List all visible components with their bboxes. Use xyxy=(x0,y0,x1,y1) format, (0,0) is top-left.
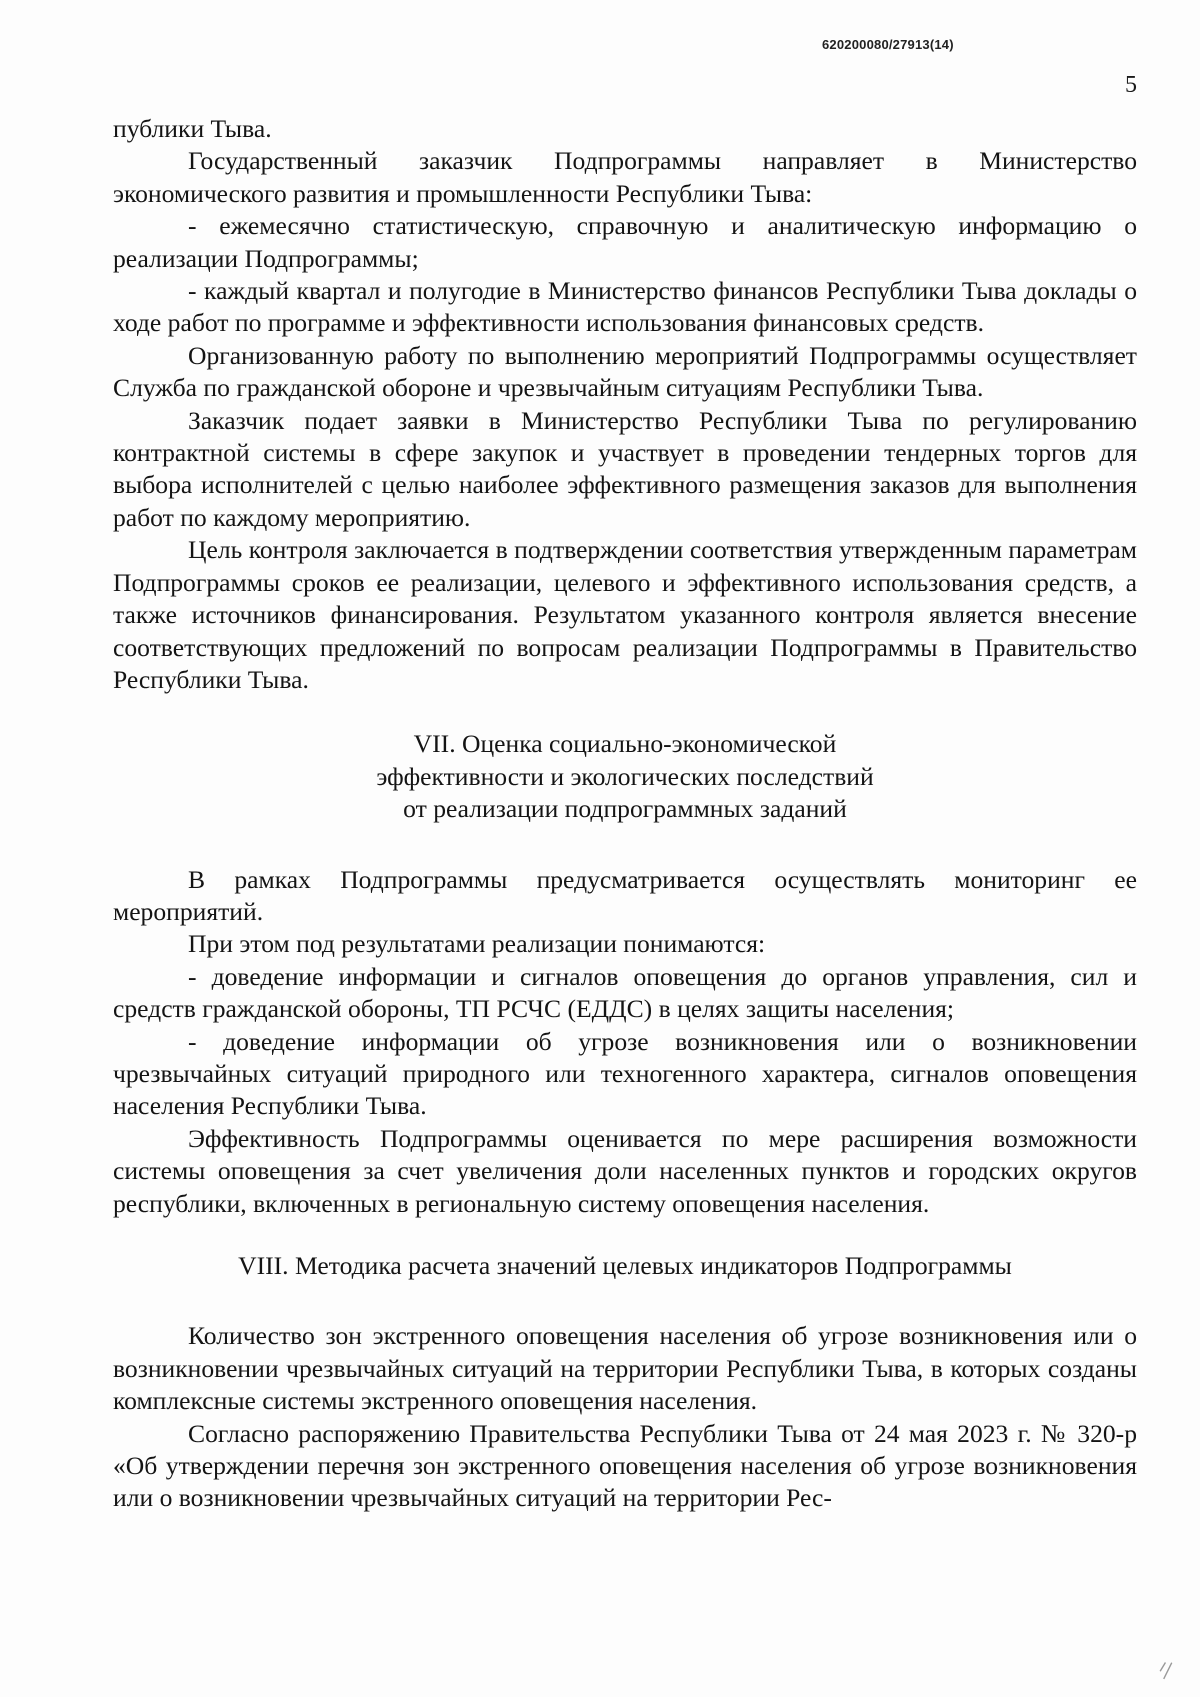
page-number: 5 xyxy=(1125,72,1137,98)
section-heading-line: эффективности и экологических последствий xyxy=(376,761,874,791)
paragraph: При этом под результатами реализации понимаются: xyxy=(188,929,766,959)
section-heading-line: VII. Оценка социально-экономической xyxy=(413,729,837,759)
list-item: - доведение информации об угрозе возникновения или о возникновении чрезвычайных ситуаций природного или техногенного характера, сигналов оповещения населения Республики Тыва. xyxy=(113,1026,1137,1121)
section-heading-viii: VIII. Методика расчета значений целевых индикаторов Подпрограммы xyxy=(238,1251,1012,1280)
list-item: - доведение информации и сигналов оповещения до органов управления, сил и средств гражданской обороны, ТП РСЧС (ЕДДС) в целях защиты населения; xyxy=(113,961,1137,1024)
paragraph: Цель контроля заключается в подтверждении соответствия утвержденным параметрам Подпрограммы сроков ее реализации, целевого и эффективного использования средств, а также источников финансирования. Результатом указанного контроля является внесение соответствующих предложений по вопросам реализации Подпрограммы в Правительство Республики Тыва. xyxy=(113,535,1137,694)
section-heading-line: от реализации подпрограммных заданий xyxy=(403,794,847,824)
paragraph: В рамках Подпрограммы предусматривается осуществлять мониторинг ее мероприятий. xyxy=(113,864,1137,926)
scan-mark-icon xyxy=(1154,1657,1182,1688)
paragraph: Количество зон экстренного оповещения населения об угрозе возникновения или о возникновении чрезвычайных ситуаций на территории Республики Тыва, в которых созданы комплексные системы экстренного оповещения населения. xyxy=(113,1321,1137,1416)
section-heading-vii xyxy=(113,728,1137,825)
paragraph: Согласно распоряжению Правительства Республики Тыва от 24 мая 2023 г. № 320-р «Об утверждении перечня зон экстренного оповещения населения об угрозе возникновения или о возникновении чрезвычайных ситуаций на территории Рес- xyxy=(113,1418,1137,1513)
paragraph: Заказчик подает заявки в Министерство Республики Тыва по регулированию контрактной системы в сфере закупок и участвует в проведении тендерных торгов для выбора исполнителей с целью наиболее эффективного размещения заказов для выполнения работ по каждому мероприятию. xyxy=(113,405,1137,532)
list-item: - каждый квартал и полугодие в Министерство финансов Республики Тыва доклады о ходе работ по программе и эффективности использования финансовых средств. xyxy=(113,276,1137,338)
paragraph-continuation: публики Тыва. xyxy=(113,114,272,143)
paragraph: Организованную работу по выполнению мероприятий Подпрограммы осуществляет Служба по гражданской обороне и чрезвычайным ситуациям Республики Тыва. xyxy=(113,340,1137,403)
paragraph: Государственный заказчик Подпрограммы направляет в Министерство экономического развития и промышленности Республики Тыва: xyxy=(113,146,1137,208)
paragraph: Эффективность Подпрограммы оценивается по мере расширения возможности системы оповещения за счет увеличения доли населенных пунктов и городских округов республики, включенных в региональную систему оповещения населения. xyxy=(113,1123,1137,1218)
list-item: - ежемесячно статистическую, справочную и аналитическую информацию о реализации Подпрограммы; xyxy=(113,211,1137,273)
document-body xyxy=(113,113,1137,1515)
document-id: 620200080/27913(14) xyxy=(822,37,954,52)
